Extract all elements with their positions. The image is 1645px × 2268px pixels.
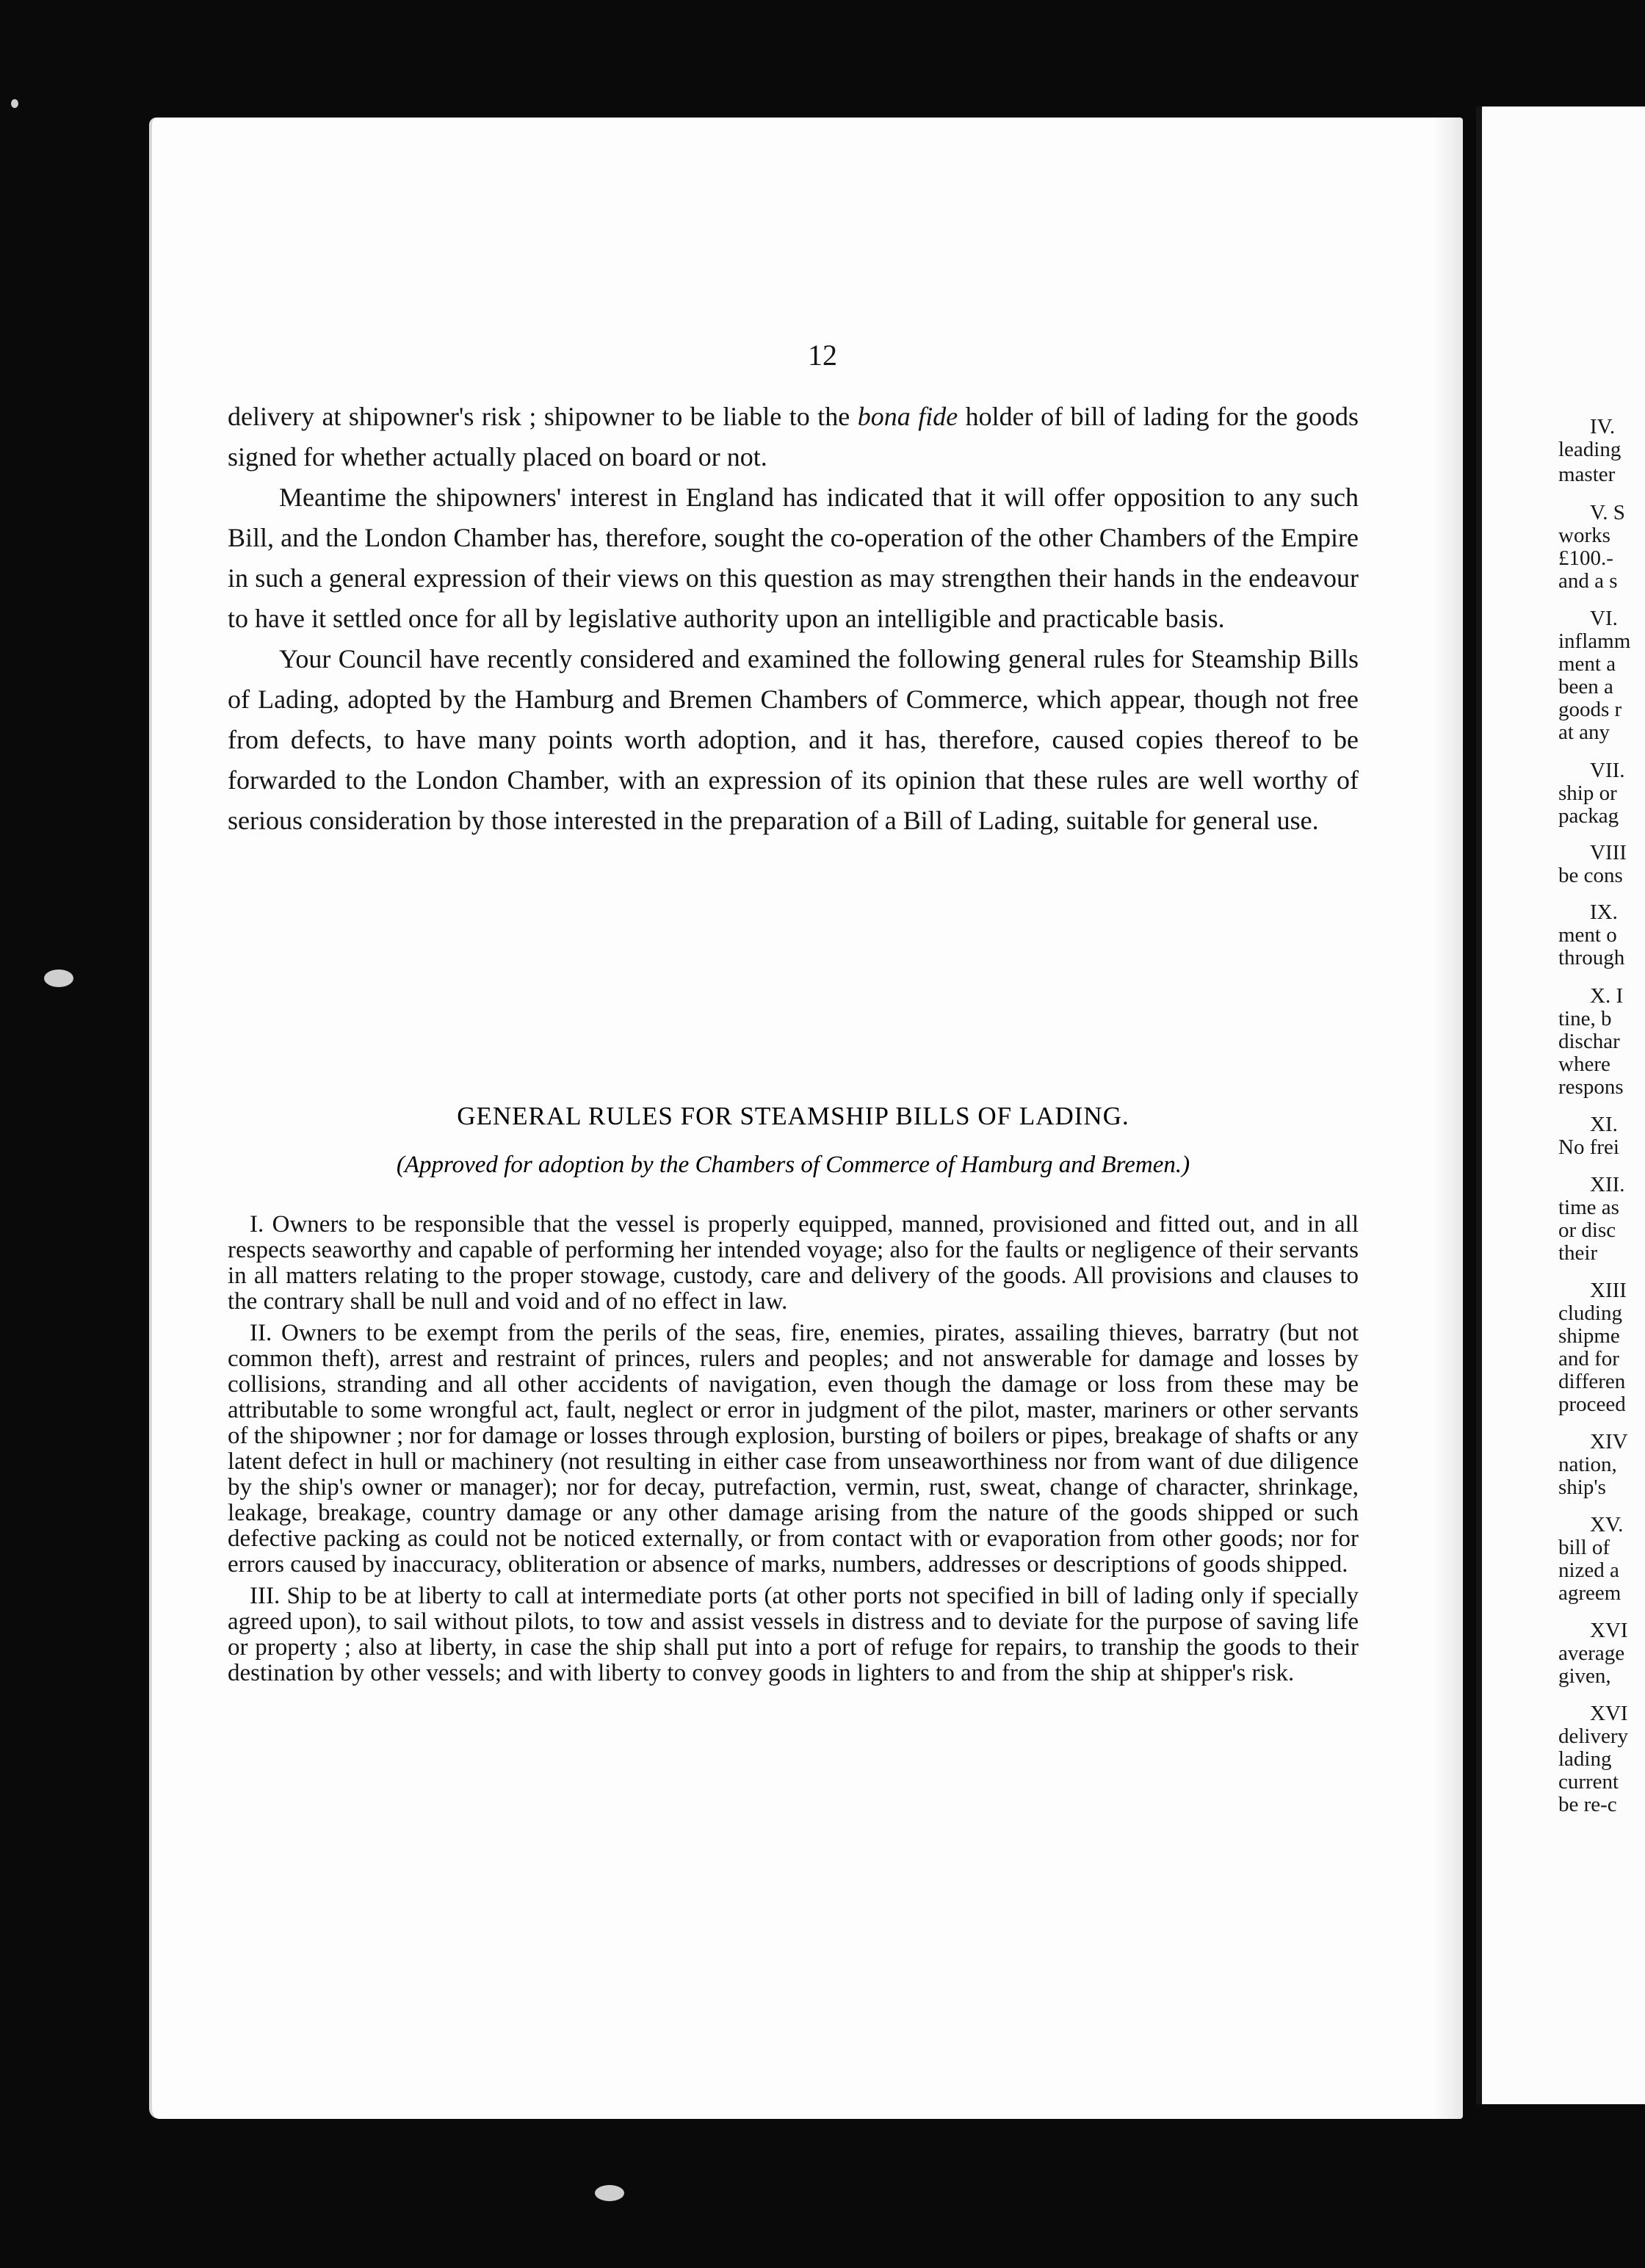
facing-page-line: £100.- xyxy=(1558,546,1613,570)
facing-page-line: bill of xyxy=(1558,1536,1610,1559)
facing-page-line: respons xyxy=(1558,1075,1624,1099)
facing-page-line: at any xyxy=(1558,721,1610,744)
facing-page-line: lading xyxy=(1558,1747,1612,1771)
facing-page-line: delivery xyxy=(1558,1725,1629,1748)
facing-page-line: XV. xyxy=(1590,1513,1624,1536)
rules-list xyxy=(228,1212,1359,1692)
paragraph-continued: delivery at shipowner's risk ; shipowner to be liable to the bona fide holder of bill of lading for the goods signed for whether actually placed on board or not. xyxy=(228,402,1359,472)
facing-page-line: V. S xyxy=(1590,501,1625,524)
facing-page-line: IV. xyxy=(1590,415,1616,438)
facing-page-line: tine, b xyxy=(1558,1007,1612,1030)
facing-page-line: XI. xyxy=(1590,1113,1618,1136)
facing-page-line: average xyxy=(1558,1642,1625,1665)
facing-page-line: agreem xyxy=(1558,1581,1622,1605)
rule-item: III. Ship to be at liberty to call at intermediate ports (at other ports not specified in bill of lading only if specially agreed upon), to sail without pilots, to tow and assist vessels in distress and to deviate for the purpose of saving life or property ; also at liberty, in case the ship shall put into a port of refuge for repairs, to tranship the goods to their destination by other vessels; and with liberty to convey goods in lighters to and from the ship at shipper's risk. xyxy=(228,1583,1359,1686)
facing-page-line: ship or xyxy=(1558,781,1617,805)
facing-page-line: their xyxy=(1558,1241,1598,1265)
facing-page-line: X. I xyxy=(1590,984,1624,1008)
facing-page-line: XVI xyxy=(1590,1702,1628,1725)
facing-page-line: given, xyxy=(1558,1664,1611,1688)
facing-page-line: ment o xyxy=(1558,923,1617,947)
facing-page-line: cluding xyxy=(1558,1301,1622,1325)
facing-page-line: works xyxy=(1558,524,1610,547)
facing-page-line: VII. xyxy=(1590,759,1625,782)
facing-page-line: nized a xyxy=(1558,1559,1619,1582)
section-subheading: (Approved for adoption by the Chambers of Commerce of Hamburg and Bremen.) xyxy=(396,1152,1190,1178)
facing-page-line: been a xyxy=(1558,675,1613,698)
facing-page-line: VI. xyxy=(1590,607,1618,630)
facing-page-line: leading xyxy=(1558,438,1622,461)
scan-speck xyxy=(44,969,73,987)
facing-page-line: master xyxy=(1558,463,1616,486)
facing-page-line: current xyxy=(1558,1770,1619,1794)
page-number: 12 xyxy=(808,339,837,372)
facing-page-line: be re-c xyxy=(1558,1793,1617,1816)
facing-page-line: through xyxy=(1558,946,1625,969)
facing-page-line: time as xyxy=(1558,1196,1619,1219)
facing-page-line: XIII xyxy=(1590,1279,1627,1302)
facing-page-line: XVI xyxy=(1590,1619,1628,1642)
facing-page-line: XIV xyxy=(1590,1430,1628,1453)
rule-item: II. Owners to be exempt from the perils of the seas, fire, enemies, pirates, assailing thieves, barratry (but not common theft), arrest and restraint of princes, rulers and peoples; and not answerable for damage and losses by collisions, stranding and all other accidents of navigation, even though the damage or loss from these may be attributable to some wrongful act, fault, neglect or error in judgment of the pilot, master, mariners or other servants of the shipowner ; nor for damage or losses through explosion, bursting of boilers or pipes, breakage of shafts or any latent defect in hull or machinery (not resulting in either case from unseaworthiness nor from want of due diligence by the ship's owner or manager); nor for decay, putrefaction, vermin, rust, sweat, change of character, shrinkage, leakage, breakage, country damage or any other damage arising from the nature of the goods shipped or such defective packing as could not be noticed externally, or from contact with or evaporation from other goods; nor for errors caused by inaccuracy, obliteration or absence of marks, numbers, addresses or descriptions of goods shipped. xyxy=(228,1320,1359,1578)
section-heading: GENERAL RULES FOR STEAMSHIP BILLS OF LADING. xyxy=(457,1102,1129,1130)
scan-speck xyxy=(595,2185,624,2201)
facing-page-line: goods r xyxy=(1558,698,1622,721)
facing-page-line: shipme xyxy=(1558,1324,1620,1348)
facing-page-line: differen xyxy=(1558,1370,1626,1393)
facing-page-line: XII. xyxy=(1590,1173,1625,1196)
facing-page-line: No frei xyxy=(1558,1135,1619,1159)
facing-page-line: ment a xyxy=(1558,652,1616,676)
facing-page-line: or disc xyxy=(1558,1218,1616,1242)
scan-speck xyxy=(11,99,18,108)
facing-page-line: nation, xyxy=(1558,1453,1617,1476)
facing-page-line: and for xyxy=(1558,1347,1619,1370)
facing-page-line: inflamm xyxy=(1558,629,1631,653)
facing-page-line: dischar xyxy=(1558,1030,1620,1053)
facing-page-line: ship's xyxy=(1558,1476,1606,1499)
facing-page-line: where xyxy=(1558,1052,1610,1076)
body-text xyxy=(228,397,1359,841)
gutter-shadow xyxy=(1432,118,1476,2119)
facing-page-line: packag xyxy=(1558,804,1619,828)
paragraph: Meantime the shipowners' interest in England has indicated that it will offer opposition to any such Bill, and the London Chamber has, therefore, sought the co-operation of the other Chambers of the Empire in such a general expression of their views on this question as may strengthen their hands in the endeavour to have it settled once for all by legislative authority upon an intelligible and practicable basis. xyxy=(228,483,1359,633)
facing-page-line: VIII xyxy=(1590,841,1627,864)
paragraph: Your Council have recently considered and examined the following general rules for Steamship Bills of Lading, adopted by the Hamburg and Bremen Chambers of Commerce, which appear, though not free from defects, to have many points worth adoption, and it has, therefore, caused copies thereof to be forwarded to the London Chamber, with an expression of its opinion that these rules are well worthy of serious consideration by those interested in the preparation of a Bill of Lading, suitable for general use. xyxy=(228,644,1359,835)
facing-page-line: be cons xyxy=(1558,864,1623,887)
facing-page-line: proceed xyxy=(1558,1393,1626,1416)
rule-item: I. Owners to be responsible that the vessel is properly equipped, manned, provisioned and fitted out, and in all respects seaworthy and capable of performing her intended voyage; also for the faults or negligence of their servants in all matters relating to the proper stowage, custody, care and delivery of the goods. All provisions and clauses to the contrary shall be null and void and of no effect in law. xyxy=(228,1211,1359,1315)
facing-page-line: IX. xyxy=(1590,900,1618,924)
facing-page-line: and a s xyxy=(1558,569,1618,593)
